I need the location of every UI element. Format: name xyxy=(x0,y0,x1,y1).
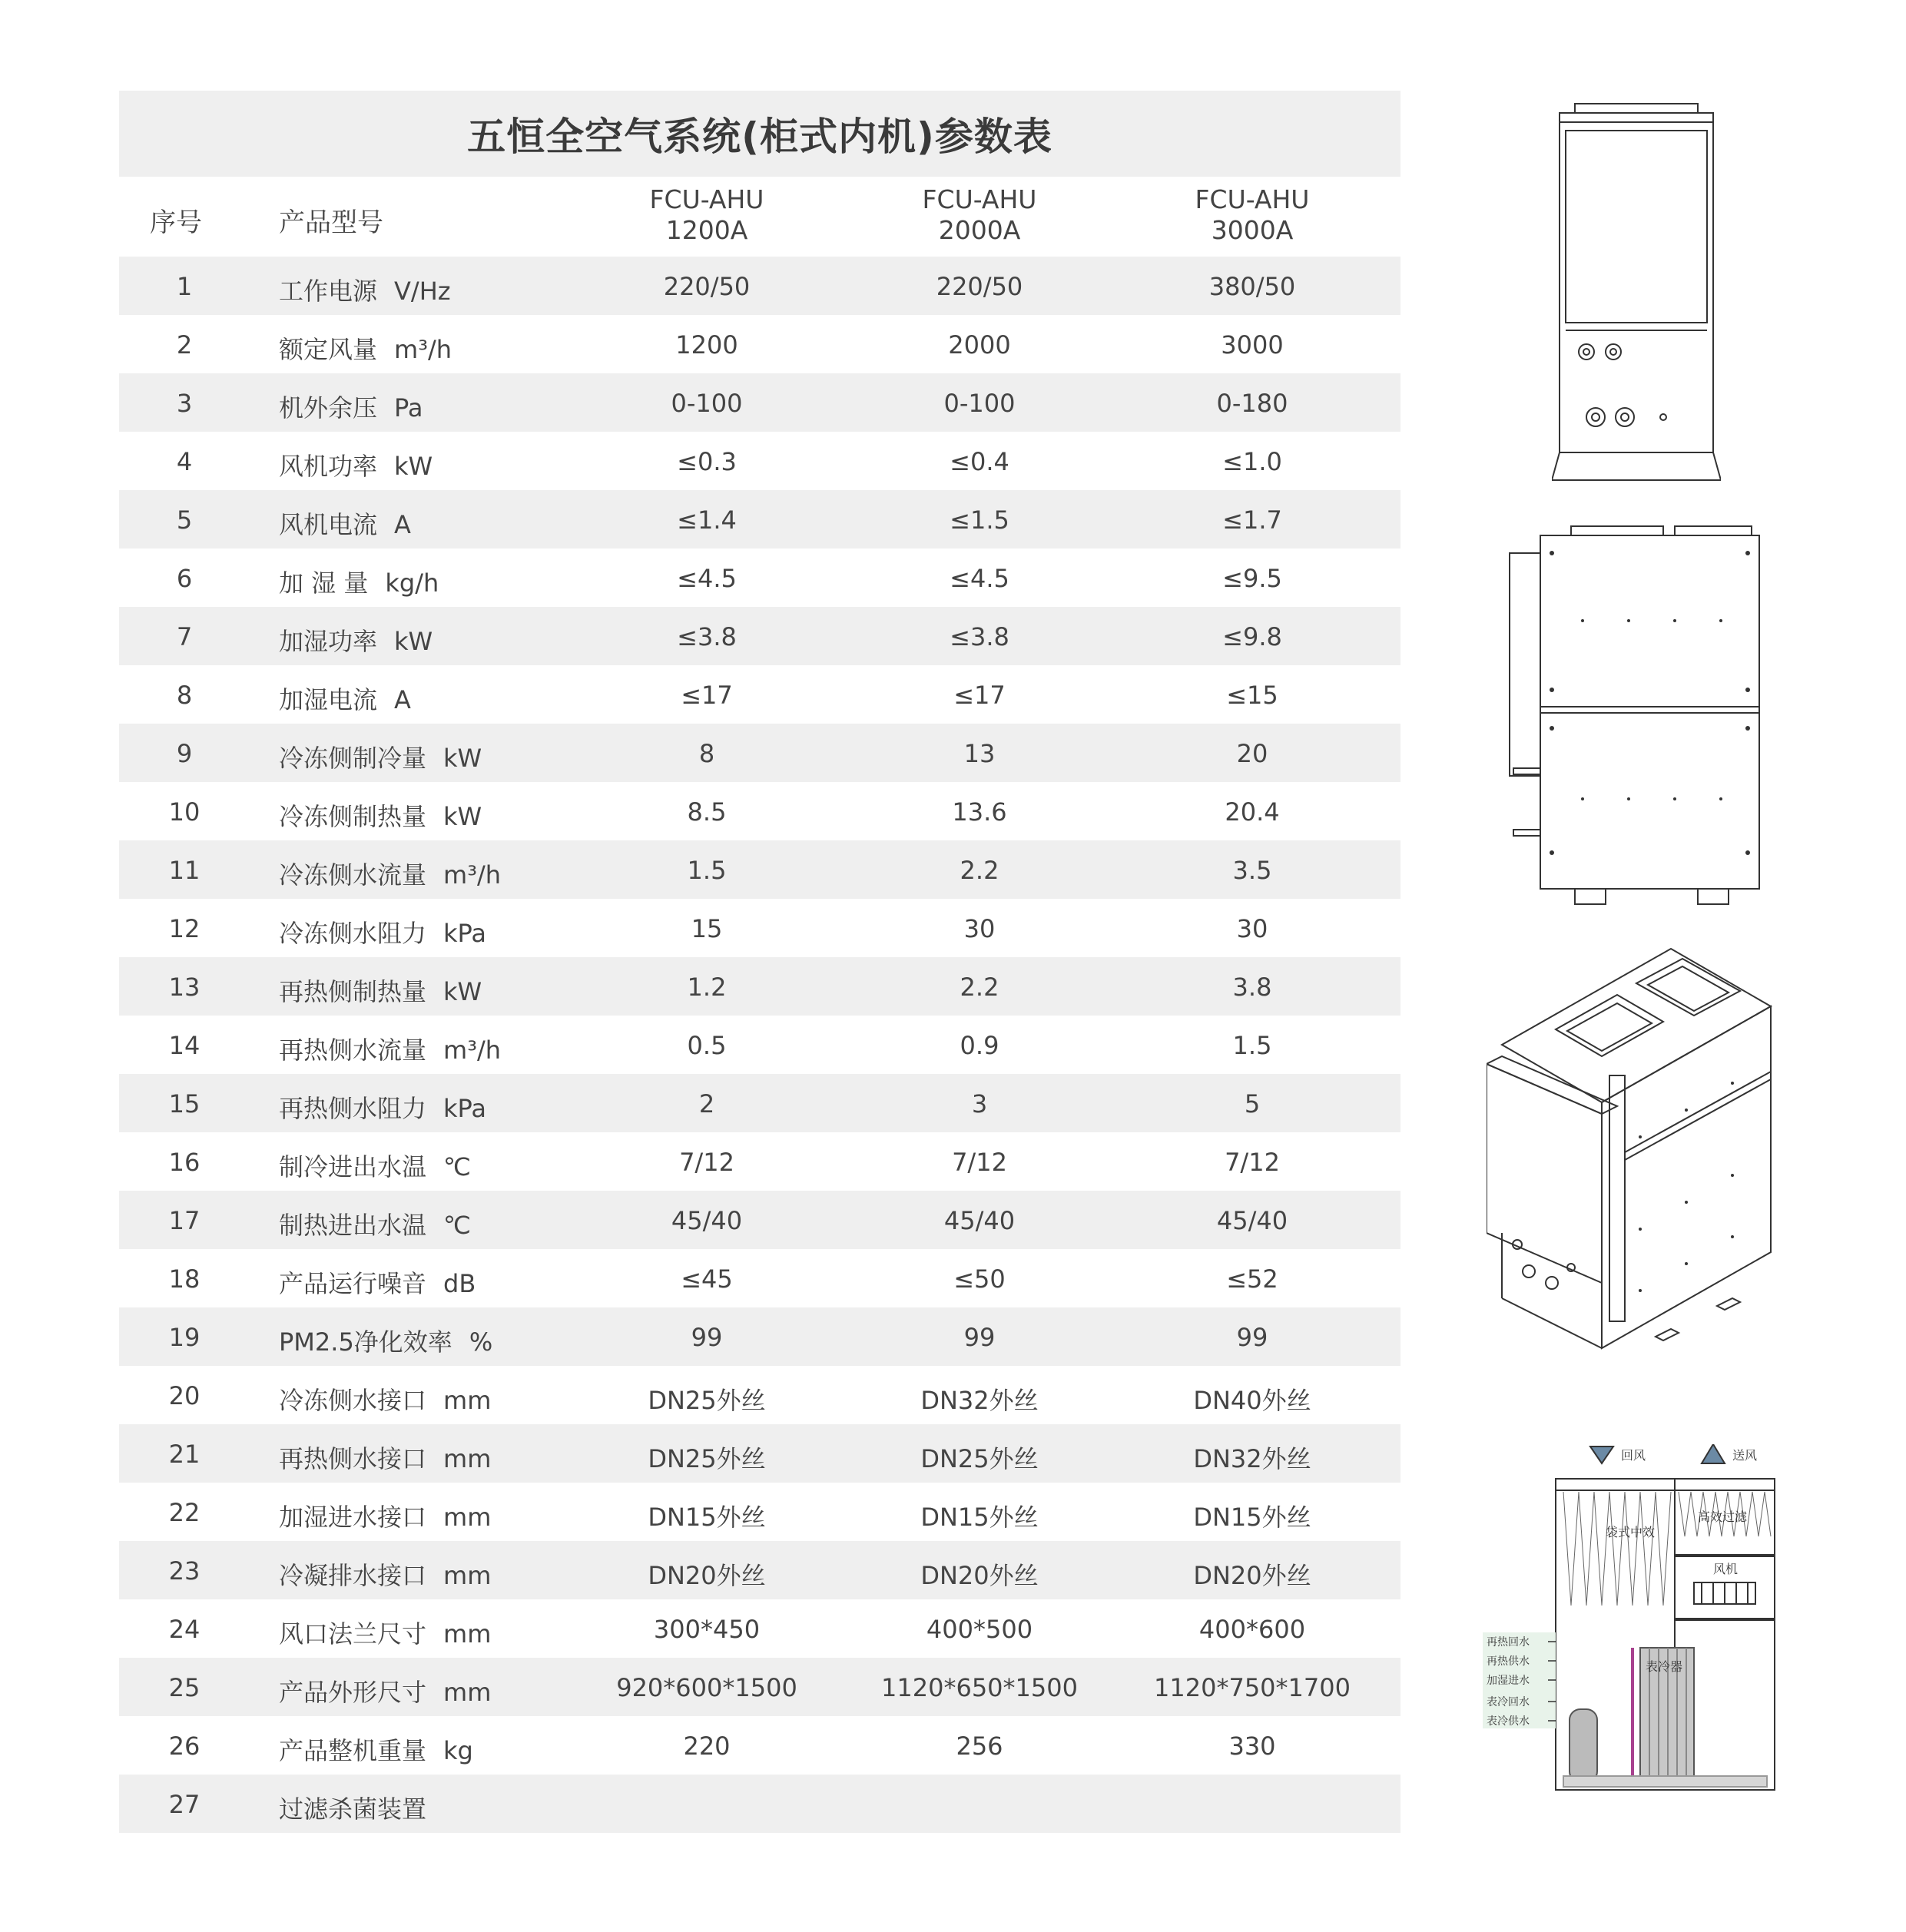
value-cell: 0.5 xyxy=(687,1031,727,1060)
row-number: 6 xyxy=(176,564,193,593)
value-cell: 45/40 xyxy=(671,1206,743,1235)
param-label: 风机功率 xyxy=(279,452,378,481)
value-cell: ≤50 xyxy=(953,1264,1006,1294)
param-label: 加湿进水接口 xyxy=(279,1503,427,1532)
param-name xyxy=(279,739,482,774)
param-name xyxy=(279,272,451,307)
row-number: 26 xyxy=(168,1732,201,1761)
value-cell: 256 xyxy=(956,1732,1003,1761)
param-name xyxy=(279,330,452,366)
header-no: 序号 xyxy=(150,207,202,238)
supply-air-arrow-icon xyxy=(1702,1444,1725,1463)
value-cell: 99 xyxy=(691,1323,723,1352)
param-label: 再热侧制热量 xyxy=(279,977,427,1006)
return-air-label: 回风 xyxy=(1621,1448,1646,1463)
side-view-drawing xyxy=(1506,522,1767,906)
value-cell: 30 xyxy=(963,914,996,943)
param-name xyxy=(279,1264,476,1300)
table-row xyxy=(119,1716,1400,1775)
value-cell: 7/12 xyxy=(1225,1148,1280,1177)
param-name xyxy=(279,1790,443,1825)
param-unit: A xyxy=(394,510,411,539)
param-name xyxy=(279,973,482,1008)
supply-air-label: 送风 xyxy=(1732,1448,1758,1463)
value-cell: 1120*650*1500 xyxy=(881,1673,1078,1702)
param-unit: V/Hz xyxy=(394,277,451,306)
param-name xyxy=(279,1732,473,1767)
value-cell: DN40外丝 xyxy=(1193,1386,1311,1415)
value-cell: ≤1.5 xyxy=(950,505,1009,535)
value-cell: ≤9.8 xyxy=(1222,622,1282,651)
param-name xyxy=(279,1148,471,1183)
internal-schematic xyxy=(1479,1444,1786,1798)
table-row xyxy=(119,1424,1400,1483)
value-cell: 220 xyxy=(683,1732,731,1761)
port-label-5: 表冷供水 xyxy=(1487,1715,1530,1728)
param-name xyxy=(279,914,486,949)
row-number: 21 xyxy=(168,1440,201,1469)
table-row xyxy=(119,1599,1400,1658)
value-cell: ≤4.5 xyxy=(950,564,1009,593)
value-cell: 13 xyxy=(963,739,996,768)
value-cell: 2000 xyxy=(948,330,1011,360)
value-cell: ≤3.8 xyxy=(677,622,737,651)
value-cell: 45/40 xyxy=(943,1206,1016,1235)
value-cell: 3 xyxy=(971,1089,988,1118)
param-label: 产品运行噪音 xyxy=(279,1269,427,1298)
param-name xyxy=(279,1615,491,1650)
param-label: 冷冻侧水流量 xyxy=(279,860,427,890)
param-unit: ℃ xyxy=(443,1211,471,1240)
table-row xyxy=(119,1775,1400,1833)
header-model-2 xyxy=(864,184,1095,246)
param-label: 风口法兰尺寸 xyxy=(279,1619,427,1649)
coil-label: 表冷器 xyxy=(1646,1659,1683,1674)
fan-label: 风机 xyxy=(1713,1562,1739,1576)
row-number: 24 xyxy=(168,1615,201,1644)
value-cell: DN25外丝 xyxy=(920,1444,1039,1473)
table-row xyxy=(119,257,1400,315)
value-cell: 15 xyxy=(691,914,723,943)
value-cell: 1.2 xyxy=(687,973,727,1002)
param-unit: dB xyxy=(443,1269,476,1298)
row-number: 20 xyxy=(168,1381,201,1410)
param-label: 冷凝排水接口 xyxy=(279,1561,427,1590)
param-label: 制热进出水温 xyxy=(279,1211,427,1240)
value-cell: 330 xyxy=(1228,1732,1276,1761)
row-number: 22 xyxy=(168,1498,201,1527)
table-body xyxy=(119,257,1400,1833)
value-cell: ≤45 xyxy=(681,1264,733,1294)
param-label: 风机电流 xyxy=(279,510,378,539)
value-cell: DN32外丝 xyxy=(920,1386,1039,1415)
row-number: 8 xyxy=(176,681,193,710)
value-cell: ≤9.5 xyxy=(1222,564,1282,593)
value-cell: 2.2 xyxy=(960,856,999,885)
row-number: 11 xyxy=(168,856,201,885)
value-cell: ≤17 xyxy=(681,681,733,710)
param-name xyxy=(279,1323,492,1358)
value-cell: 2.2 xyxy=(960,973,999,1002)
value-cell: ≤1.7 xyxy=(1222,505,1282,535)
param-unit: mm xyxy=(443,1561,492,1590)
param-label: 机外余压 xyxy=(279,393,378,423)
param-label: 产品整机重量 xyxy=(279,1736,427,1765)
table-row xyxy=(119,1132,1400,1191)
param-unit: m³/h xyxy=(443,860,502,890)
value-cell: ≤15 xyxy=(1226,681,1278,710)
param-unit: mm xyxy=(443,1678,492,1707)
table-title: 五恒全空气系统(柜式内机)参数表 xyxy=(119,91,1400,177)
param-unit: kPa xyxy=(443,919,487,948)
row-number: 16 xyxy=(168,1148,201,1177)
header-model-1 xyxy=(592,184,822,246)
table-row xyxy=(119,432,1400,490)
value-cell: 7/12 xyxy=(679,1148,734,1177)
param-label: 加 湿 量 xyxy=(279,568,369,598)
value-cell: DN15外丝 xyxy=(648,1503,766,1532)
param-name xyxy=(279,505,411,541)
row-number: 10 xyxy=(168,797,201,827)
param-unit: mm xyxy=(443,1503,492,1532)
param-name xyxy=(279,1440,491,1475)
header-model: 产品型号 xyxy=(279,207,383,238)
value-cell: 0-180 xyxy=(1216,389,1288,418)
param-unit: kW xyxy=(443,744,482,773)
row-number: 19 xyxy=(168,1323,201,1352)
value-cell: 400*500 xyxy=(926,1615,1033,1644)
param-label: 冷冻侧水阻力 xyxy=(279,919,427,948)
param-label: 制冷进出水温 xyxy=(279,1152,427,1181)
value-cell: 400*600 xyxy=(1198,1615,1306,1644)
value-cell: DN20外丝 xyxy=(920,1561,1039,1590)
hepa-label: 高效过滤 xyxy=(1698,1509,1748,1524)
param-label: 产品外形尺寸 xyxy=(279,1678,427,1707)
model-2-line2: 2000A xyxy=(938,215,1021,245)
param-name xyxy=(279,1498,491,1533)
table-row xyxy=(119,1541,1400,1599)
table-row xyxy=(119,1074,1400,1132)
param-unit: kW xyxy=(443,802,482,831)
param-unit: % xyxy=(469,1327,493,1357)
table-row xyxy=(119,1191,1400,1249)
param-name xyxy=(279,1556,491,1592)
value-cell: ≤17 xyxy=(953,681,1006,710)
value-cell: 920*600*1500 xyxy=(616,1673,797,1702)
param-unit: mm xyxy=(443,1386,492,1415)
value-cell: 1.5 xyxy=(687,856,727,885)
param-label: 加湿电流 xyxy=(279,685,378,714)
value-cell: 99 xyxy=(963,1323,996,1352)
row-number: 3 xyxy=(176,389,193,418)
table-row xyxy=(119,782,1400,840)
filter-label: 袋式中效 xyxy=(1606,1525,1656,1539)
param-unit: kW xyxy=(394,452,433,481)
value-cell: 0-100 xyxy=(943,389,1016,418)
param-unit: ℃ xyxy=(443,1152,471,1181)
param-name xyxy=(279,1381,491,1417)
row-number: 27 xyxy=(168,1790,201,1819)
param-unit: kW xyxy=(394,627,433,656)
value-cell: 45/40 xyxy=(1216,1206,1288,1235)
param-unit: m³/h xyxy=(443,1036,502,1065)
row-number: 25 xyxy=(168,1673,201,1702)
row-number: 9 xyxy=(176,739,193,768)
param-name xyxy=(279,1089,486,1125)
table-header xyxy=(119,177,1400,257)
value-cell: 1120*750*1700 xyxy=(1154,1673,1351,1702)
param-unit: kW xyxy=(443,977,482,1006)
value-cell: 0.9 xyxy=(960,1031,999,1060)
value-cell: 300*450 xyxy=(653,1615,761,1644)
front-view-drawing xyxy=(1552,100,1721,484)
value-cell: 0-100 xyxy=(671,389,743,418)
isometric-view-drawing xyxy=(1487,945,1778,1390)
model-1-line2: 1200A xyxy=(665,215,748,245)
value-cell: ≤1.0 xyxy=(1222,447,1282,476)
row-number: 7 xyxy=(176,622,193,651)
value-cell: DN25外丝 xyxy=(648,1386,766,1415)
param-label: 工作电源 xyxy=(279,277,378,306)
value-cell: ≤3.8 xyxy=(950,622,1009,651)
table-row xyxy=(119,607,1400,665)
value-cell: ≤0.4 xyxy=(950,447,1009,476)
param-label: 再热侧水接口 xyxy=(279,1444,427,1473)
value-cell: DN20外丝 xyxy=(648,1561,766,1590)
param-unit: A xyxy=(394,685,411,714)
table-row xyxy=(119,1016,1400,1074)
table-row xyxy=(119,899,1400,957)
value-cell: 3.8 xyxy=(1232,973,1272,1002)
spec-table xyxy=(119,91,1400,1833)
table-row xyxy=(119,1366,1400,1424)
model-2-line1: FCU-AHU xyxy=(922,184,1037,214)
row-number: 23 xyxy=(168,1556,201,1586)
param-label: 冷冻侧制冷量 xyxy=(279,744,427,773)
port-label-3: 加湿进水 xyxy=(1487,1675,1530,1687)
param-label: 冷冻侧制热量 xyxy=(279,802,427,831)
value-cell: 20.4 xyxy=(1225,797,1280,827)
param-label: 再热侧水流量 xyxy=(279,1036,427,1065)
param-unit: Pa xyxy=(394,393,423,423)
port-label-1: 再热回水 xyxy=(1487,1636,1530,1649)
param-unit: m³/h xyxy=(394,335,452,364)
param-label: 再热侧水阻力 xyxy=(279,1094,427,1123)
value-cell: ≤4.5 xyxy=(677,564,737,593)
value-cell: DN15外丝 xyxy=(1193,1503,1311,1532)
value-cell: ≤1.4 xyxy=(677,505,737,535)
port-label-4: 表冷回水 xyxy=(1487,1696,1530,1708)
param-unit: kg/h xyxy=(385,568,439,598)
table-row xyxy=(119,548,1400,607)
row-number: 1 xyxy=(176,272,193,301)
table-row xyxy=(119,957,1400,1016)
value-cell: 8 xyxy=(698,739,715,768)
row-number: 17 xyxy=(168,1206,201,1235)
value-cell: 13.6 xyxy=(952,797,1007,827)
value-cell: 220/50 xyxy=(936,272,1023,301)
header-model-3 xyxy=(1137,184,1367,246)
table-row xyxy=(119,1483,1400,1541)
value-cell: 20 xyxy=(1236,739,1268,768)
param-name xyxy=(279,564,439,599)
value-cell: 1200 xyxy=(675,330,738,360)
param-name xyxy=(279,797,482,833)
value-cell: 5 xyxy=(1244,1089,1261,1118)
table-row xyxy=(119,1307,1400,1366)
param-name xyxy=(279,622,433,658)
value-cell: 220/50 xyxy=(663,272,751,301)
param-name xyxy=(279,1206,471,1241)
row-number: 12 xyxy=(168,914,201,943)
param-unit: mm xyxy=(443,1444,492,1473)
table-row xyxy=(119,665,1400,724)
param-unit: kPa xyxy=(443,1094,487,1123)
table-row xyxy=(119,840,1400,899)
row-number: 18 xyxy=(168,1264,201,1294)
param-label: 冷冻侧水接口 xyxy=(279,1386,427,1415)
value-cell: DN25外丝 xyxy=(648,1444,766,1473)
param-name xyxy=(279,389,423,424)
param-label: 加湿功率 xyxy=(279,627,378,656)
value-cell: 3000 xyxy=(1221,330,1284,360)
value-cell: 3.5 xyxy=(1232,856,1272,885)
table-row xyxy=(119,1249,1400,1307)
param-label: PM2.5净化效率 xyxy=(279,1327,452,1357)
param-name xyxy=(279,856,501,891)
row-number: 5 xyxy=(176,505,193,535)
row-number: 15 xyxy=(168,1089,201,1118)
table-row xyxy=(119,1658,1400,1716)
param-unit: kg xyxy=(443,1736,473,1765)
model-3-line1: FCU-AHU xyxy=(1195,184,1310,214)
value-cell: ≤52 xyxy=(1226,1264,1278,1294)
value-cell: DN32外丝 xyxy=(1193,1444,1311,1473)
row-number: 14 xyxy=(168,1031,201,1060)
row-number: 13 xyxy=(168,973,201,1002)
value-cell: 8.5 xyxy=(687,797,727,827)
model-3-line2: 3000A xyxy=(1211,215,1294,245)
param-name xyxy=(279,681,411,716)
value-cell: 380/50 xyxy=(1208,272,1296,301)
value-cell: ≤0.3 xyxy=(677,447,737,476)
value-cell: 99 xyxy=(1236,1323,1268,1352)
value-cell: DN15外丝 xyxy=(920,1503,1039,1532)
port-label-2: 再热供水 xyxy=(1487,1655,1530,1668)
value-cell: 7/12 xyxy=(952,1148,1007,1177)
table-row xyxy=(119,315,1400,373)
param-name xyxy=(279,1673,491,1708)
value-cell: 2 xyxy=(698,1089,715,1118)
param-name xyxy=(279,1031,501,1066)
return-air-arrow-icon xyxy=(1590,1447,1613,1463)
table-row xyxy=(119,490,1400,548)
param-name xyxy=(279,447,433,482)
value-cell: 1.5 xyxy=(1232,1031,1272,1060)
param-unit: mm xyxy=(443,1619,492,1649)
table-row xyxy=(119,724,1400,782)
table-row xyxy=(119,373,1400,432)
value-cell: DN20外丝 xyxy=(1193,1561,1311,1590)
row-number: 4 xyxy=(176,447,193,476)
model-1-line1: FCU-AHU xyxy=(649,184,764,214)
param-label: 过滤杀菌装置 xyxy=(279,1794,427,1824)
value-cell: 30 xyxy=(1236,914,1268,943)
param-label: 额定风量 xyxy=(279,335,378,364)
row-number: 2 xyxy=(176,330,193,360)
